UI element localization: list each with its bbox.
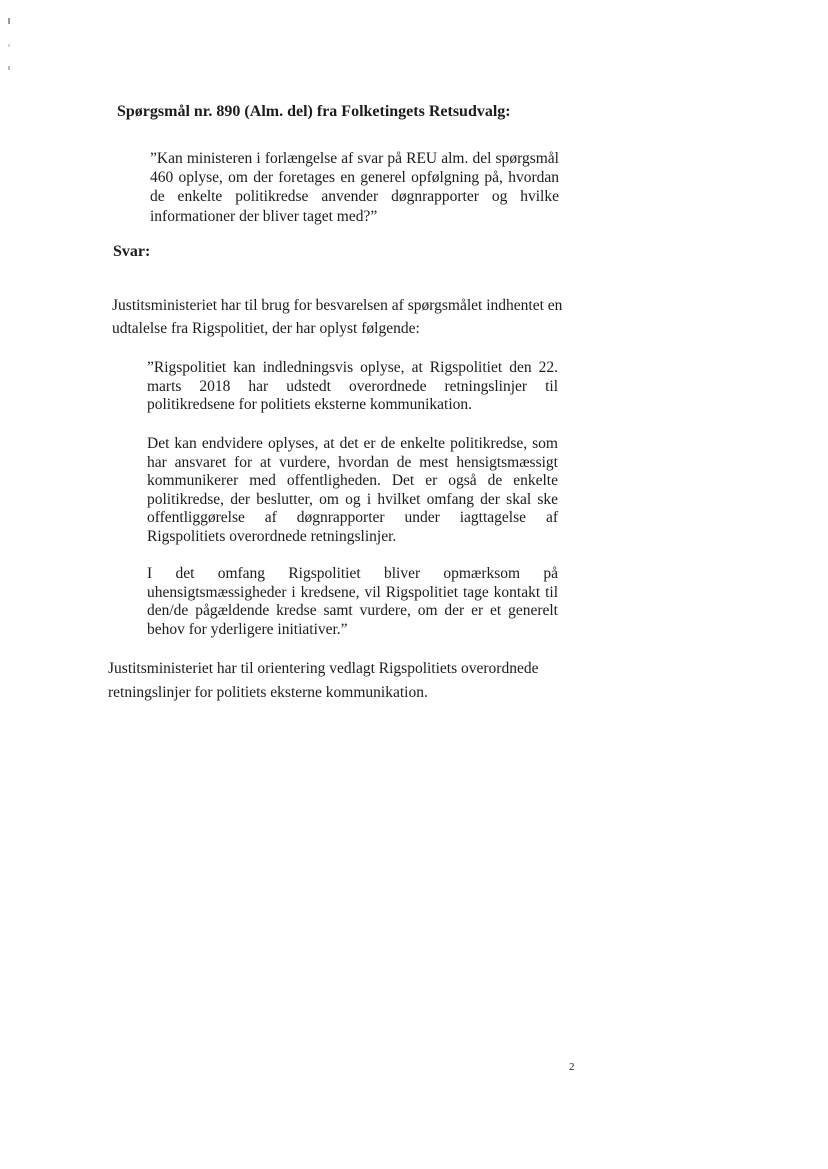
quote-paragraph: Det kan endvidere oplyses, at det er de enkelte politikredse, som har ansvaret for at vurdere, hvordan de mest hensigtsmæssigt kommunikerer med offentligheden. Det er også de enkelte politikredse, der beslutter, om og i hvilket omfang der skal ske offentliggørelse af døgnrapporter under iagttagelse af Rigspolitiets overordnede retningslinjer. [147,435,558,545]
closing-paragraph: Justitsministeriet har til orientering vedlagt Rigspolitiets overordnede retningslinjer for politiets eksterne kommunikation. [108,660,539,701]
question-heading: Spørgsmål nr. 890 (Alm. del) fra Folketingets Retsudvalg: [117,103,511,120]
answer-intro: Justitsministeriet har til brug for besvarelsen af spørgsmålet indhentet en udtalelse fra Rigspolitiet, der har oplyst følgende: [112,297,563,337]
question-text: ”Kan ministeren i forlængelse af svar på REU alm. del spørgsmål 460 oplyse, om der foretages en generel opfølgning på, hvordan de enkelte politikredse anvender døgnrapporter og hvilke informationer der bliver taget med?” [150,150,559,225]
scan-artifact-mark [8,44,10,47]
page-number: 2 [569,1061,575,1073]
quote-paragraph: ”Rigspolitiet kan indledningsvis oplyse, at Rigspolitiet den 22. marts 2018 har udstedt overordnede retningslinjer til politikredsene for politiets eksterne kommunikation. [147,359,558,413]
scan-artifact-mark [8,18,10,24]
quote-paragraph: I det omfang Rigspolitiet bliver opmærksom på uhensigtsmæssigheder i kredsene, vil Rigspolitiet tage kontakt til den/de pågældende kredse samt vurdere, om der er et generelt behov for yderligere initiativer.” [147,565,558,638]
answer-label: Svar: [113,243,151,260]
scan-artifact-mark [8,66,10,70]
